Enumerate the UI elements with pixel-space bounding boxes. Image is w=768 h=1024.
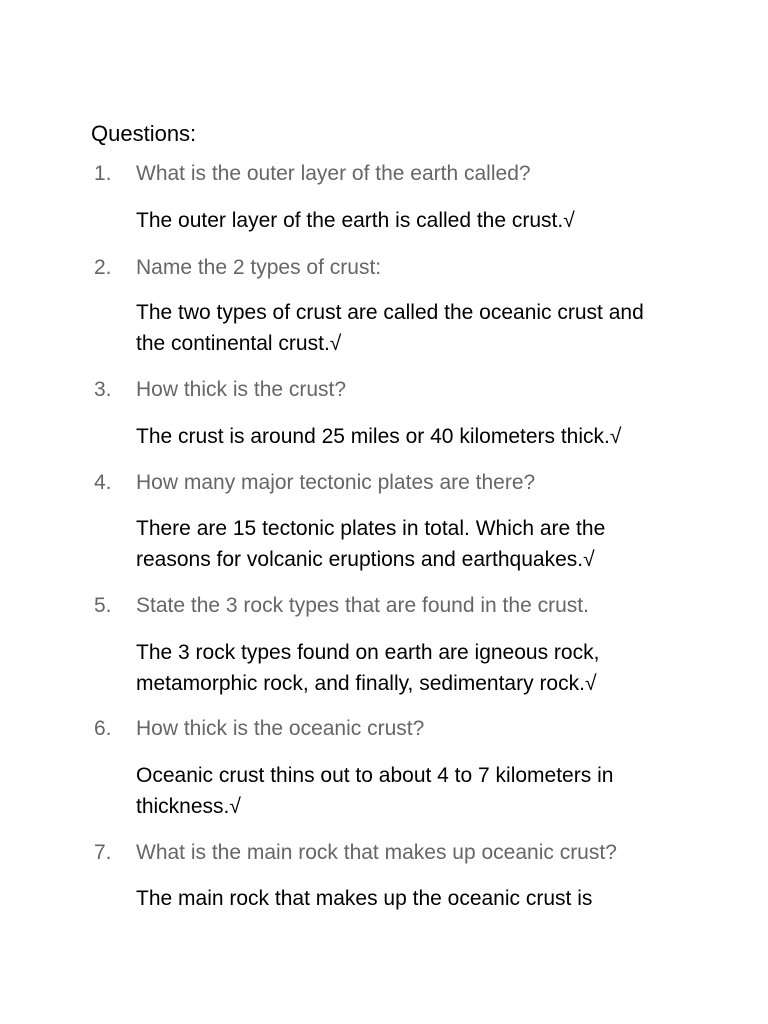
page-heading: Questions:	[91, 121, 197, 146]
question-number: 6.	[94, 717, 112, 740]
question-number: 7.	[94, 841, 112, 864]
answer-text: Oceanic crust thins out to about 4 to 7 kilometers in thickness.√	[136, 764, 614, 818]
answer-text: The 3 rock types found on earth are igneous rock, metamorphic rock, and finally, sedimentary rock.√	[136, 641, 600, 695]
question-number: 1.	[94, 162, 112, 185]
question-number: 5.	[94, 594, 112, 617]
question-text: What is the outer layer of the earth called?	[136, 162, 531, 185]
answer-text: The outer layer of the earth is called the crust.√	[136, 209, 575, 232]
question-text: How thick is the oceanic crust?	[136, 717, 425, 740]
question-text: State the 3 rock types that are found in the crust.	[136, 594, 589, 617]
answer-text: The two types of crust are called the oceanic crust and the continental crust.√	[136, 301, 644, 355]
question-text: How many major tectonic plates are there?	[136, 471, 536, 494]
answer-text: The crust is around 25 miles or 40 kilometers thick.√	[136, 425, 622, 448]
question-number: 2.	[94, 256, 112, 279]
answer-text: There are 15 tectonic plates in total. Which are the reasons for volcanic eruptions and earthquakes.√	[136, 517, 606, 571]
question-text: How thick is the crust?	[136, 378, 347, 401]
answer-text: The main rock that makes up the oceanic crust is	[136, 887, 593, 910]
question-text: Name the 2 types of crust:	[136, 256, 382, 279]
question-text: What is the main rock that makes up oceanic crust?	[136, 841, 617, 864]
question-number: 3.	[94, 378, 112, 401]
question-number: 4.	[94, 471, 112, 494]
